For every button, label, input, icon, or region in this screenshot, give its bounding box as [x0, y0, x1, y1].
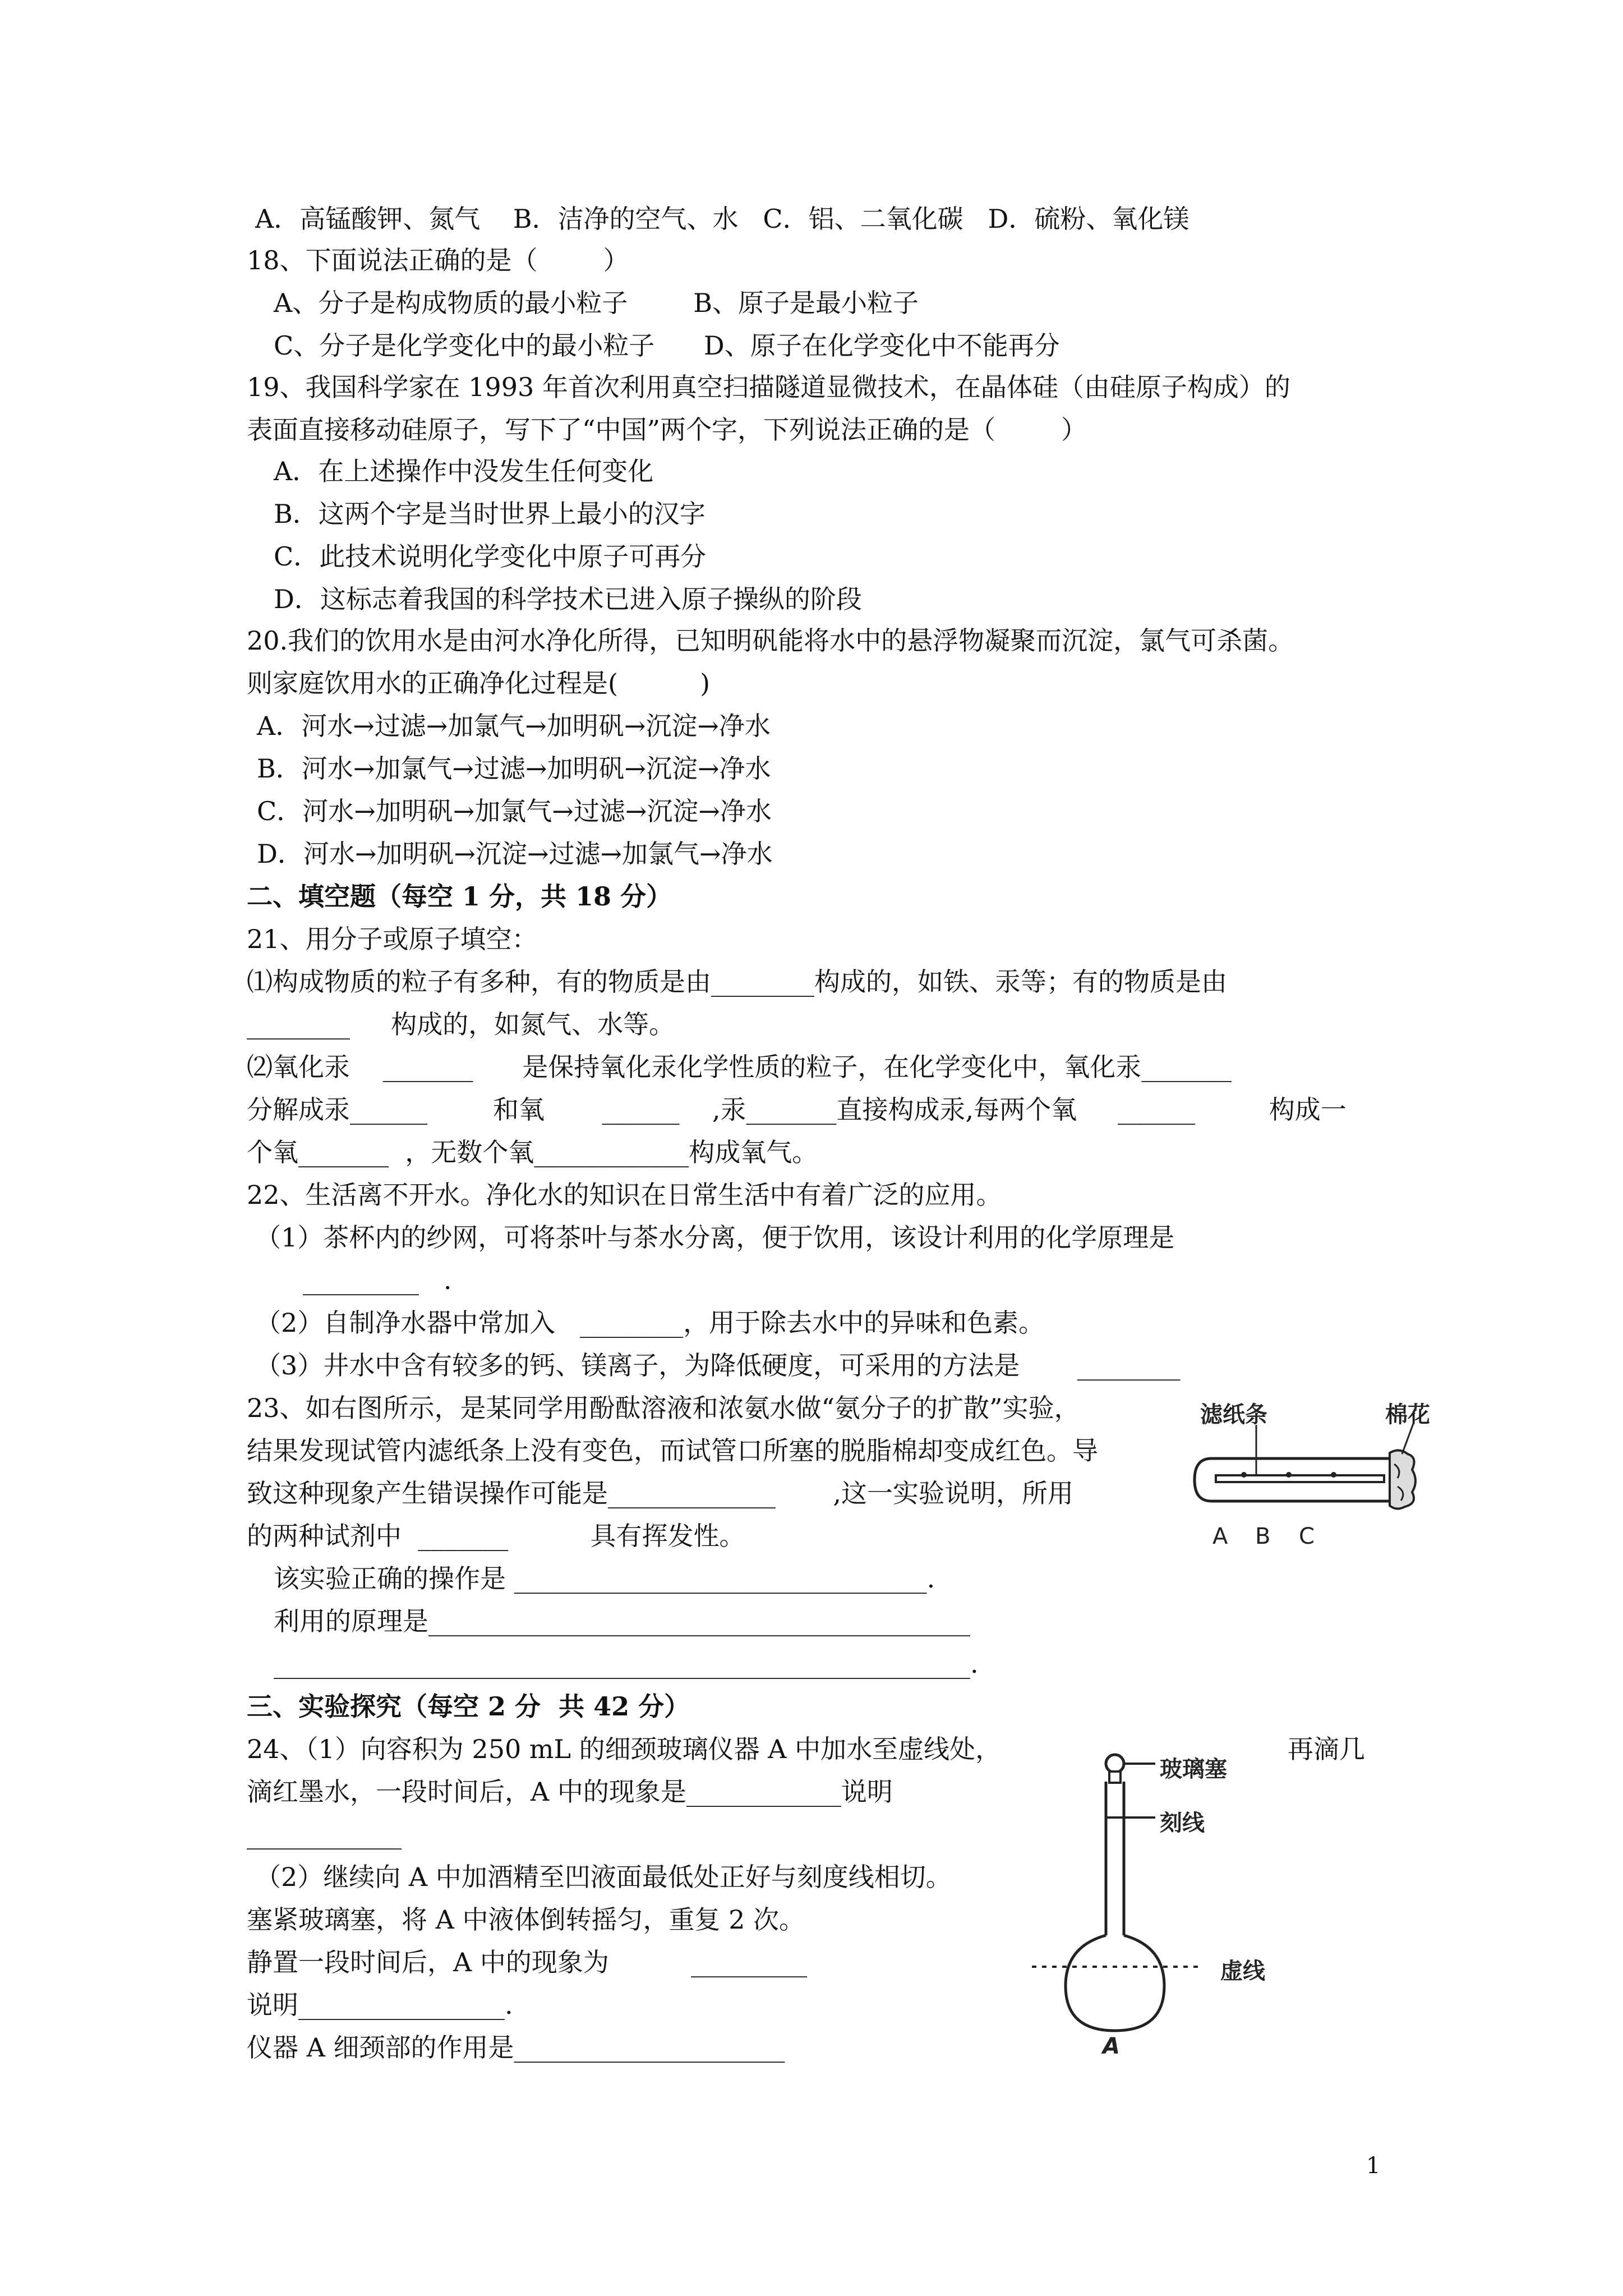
q22-part3: （3）井水中含有较多的钙、镁离子，为降低硬度，可采用的方法是 ________: [255, 1350, 1181, 1381]
q21-stem: 21、用分子或原子填空：: [247, 924, 538, 954]
q24-line2: 滴红墨水，一段时间后，A 中的现象是____________说明: [247, 1777, 893, 1807]
section-3-heading: 三、实验探究（每空 2 分 共 42 分）: [247, 1691, 690, 1722]
q23-line4: 的两种试剂中 _______ 具有挥发性。: [247, 1521, 745, 1551]
graduation-label: 刻线: [1160, 1810, 1205, 1836]
q21-part2-line2: 分解成汞______ 和氧 ______ ,汞_______直接构成汞,每两个氧 ______ 构成一: [247, 1094, 1347, 1125]
volumetric-flask-figure: [1032, 1750, 1324, 2064]
flask-a-label: A: [1103, 2033, 1120, 2059]
q22-stem: 22、生活离不开水。净化水的知识在日常生活中有着广泛的应用。: [247, 1180, 1002, 1210]
q24-part2-line2: 塞紧玻璃塞，将 A 中液体倒转摇匀，重复 2 次。: [247, 1904, 805, 1935]
q24-line1: 24、（1）向容积为 250 mL 的细颈玻璃仪器 A 中加水至虚线处，: [247, 1734, 1002, 1764]
q19-option-b: B．这两个字是当时世界上最小的汉字: [274, 499, 706, 529]
volumetric-flask-diagram: [1032, 1750, 1324, 2064]
cotton-label: 棉花: [1385, 1402, 1430, 1428]
stopper-label: 玻璃塞: [1160, 1756, 1227, 1782]
q18-stem: 18、下面说法正确的是（ ）: [247, 245, 629, 275]
q24-part2-line4: 说明________________.: [247, 1990, 513, 2020]
q20-option-a: A．河水→过滤→加氯气→加明矾→沉淀→净水: [257, 711, 771, 741]
dashed-line-label: 虚线: [1220, 1958, 1265, 1984]
q24-part2-line5: 仪器 A 细颈部的作用是_____________________: [247, 2032, 785, 2063]
q17-options: A．高锰酸钾、氮气 B．洁净的空气、水 C．铝、二氧化碳 D．硫粉、氧化镁: [255, 204, 1189, 234]
q19-stem-line1: 19、我国科学家在 1993 年首次利用真空扫描隧道显微技术，在晶体硅（由硅原子构成）的: [247, 372, 1290, 402]
q23-line7: ______________________________________________________.: [274, 1649, 979, 1679]
q19-option-c: C．此技术说明化学变化中原子可再分: [274, 541, 707, 572]
page-number: 1: [1366, 2153, 1381, 2179]
q22-part1: （1）茶杯内的纱网，可将茶叶与茶水分离，便于饮用，该设计利用的化学原理是: [255, 1222, 1175, 1253]
q22-part1-blank: _________ .: [303, 1265, 452, 1295]
point-c-label: C: [1299, 1524, 1315, 1549]
q20-stem-line1: 20.我们的饮用水是由河水净化所得，已知明矾能将水中的悬浮物凝聚而沉淀，氯气可杀菌。: [247, 625, 1294, 656]
q20-option-b: B．河水→加氯气→过滤→加明矾→沉淀→净水: [257, 753, 771, 784]
q21-part2-line3: 个氧_______ ，无数个氧____________构成氧气。: [247, 1137, 818, 1167]
point-a-label: A: [1212, 1524, 1228, 1549]
q23-line5: 该实验正确的操作是 ________________________________.: [274, 1563, 935, 1594]
q23-line1: 23、如右图所示，是某同学用酚酞溶液和浓氨水做“氨分子的扩散”实验，: [247, 1393, 1080, 1423]
test-tube-figure: [1178, 1391, 1436, 1571]
q21-part2-line1: ⑵氧化汞 _______ 是保持氧化汞化学性质的粒子，在化学变化中，氧化汞_______: [247, 1052, 1232, 1082]
q20-option-c: C．河水→加明矾→加氯气→过滤→沉淀→净水: [257, 796, 772, 826]
q23-line6: 利用的原理是__________________________________________: [274, 1606, 970, 1636]
q24-part2-line3: 静置一段时间后，A 中的现象为 _________: [247, 1947, 808, 1977]
q22-part2: （2）自制净水器中常加入 ________，用于除去水中的异味和色素。: [255, 1308, 1045, 1338]
q19-option-d: D．这标志着我国的科学技术已进入原子操纵的阶段: [274, 584, 862, 614]
section-2-heading: 二、填空题（每空 1 分，共 18 分）: [247, 881, 672, 912]
q20-stem-line2: 则家庭饮用水的正确净化过程是( ): [247, 668, 711, 698]
q23-line3: 致这种现象产生错误操作可能是_____________ ,这一实验说明，所用: [247, 1478, 1073, 1508]
point-b-label: B: [1255, 1524, 1271, 1549]
q21-part1-line2: ________ 构成的，如氮气、水等。: [247, 1009, 675, 1039]
q18-options-cd: C、分子是化学变化中的最小粒子 D、原子在化学变化中不能再分: [274, 330, 1060, 361]
q18-options-ab: A、分子是构成物质的最小粒子 B、原子是最小粒子: [274, 288, 919, 318]
q24-line3: ____________: [247, 1819, 402, 1849]
q19-stem-line2: 表面直接移动硅原子，写下了“中国”两个字，下列说法正确的是（ ）: [247, 415, 1087, 445]
filter-paper-label: 滤纸条: [1200, 1402, 1267, 1428]
q20-option-d: D．河水→加明矾→沉淀→过滤→加氯气→净水: [257, 839, 773, 869]
q23-line2: 结果发现试管内滤纸条上没有变色，而试管口所塞的脱脂棉却变成红色。导: [247, 1435, 1098, 1466]
q24-part2-line1: （2）继续向 A 中加酒精至凹液面最低处正好与刻度线相切。: [255, 1862, 952, 1892]
q24-line1-tail: 再滴几: [1288, 1734, 1365, 1764]
q19-option-a: A．在上述操作中没发生任何变化: [274, 456, 654, 486]
q21-part1-line1: ⑴构成物质的粒子有多种，有的物质是由________构成的，如铁、汞等；有的物质是由: [247, 967, 1227, 997]
